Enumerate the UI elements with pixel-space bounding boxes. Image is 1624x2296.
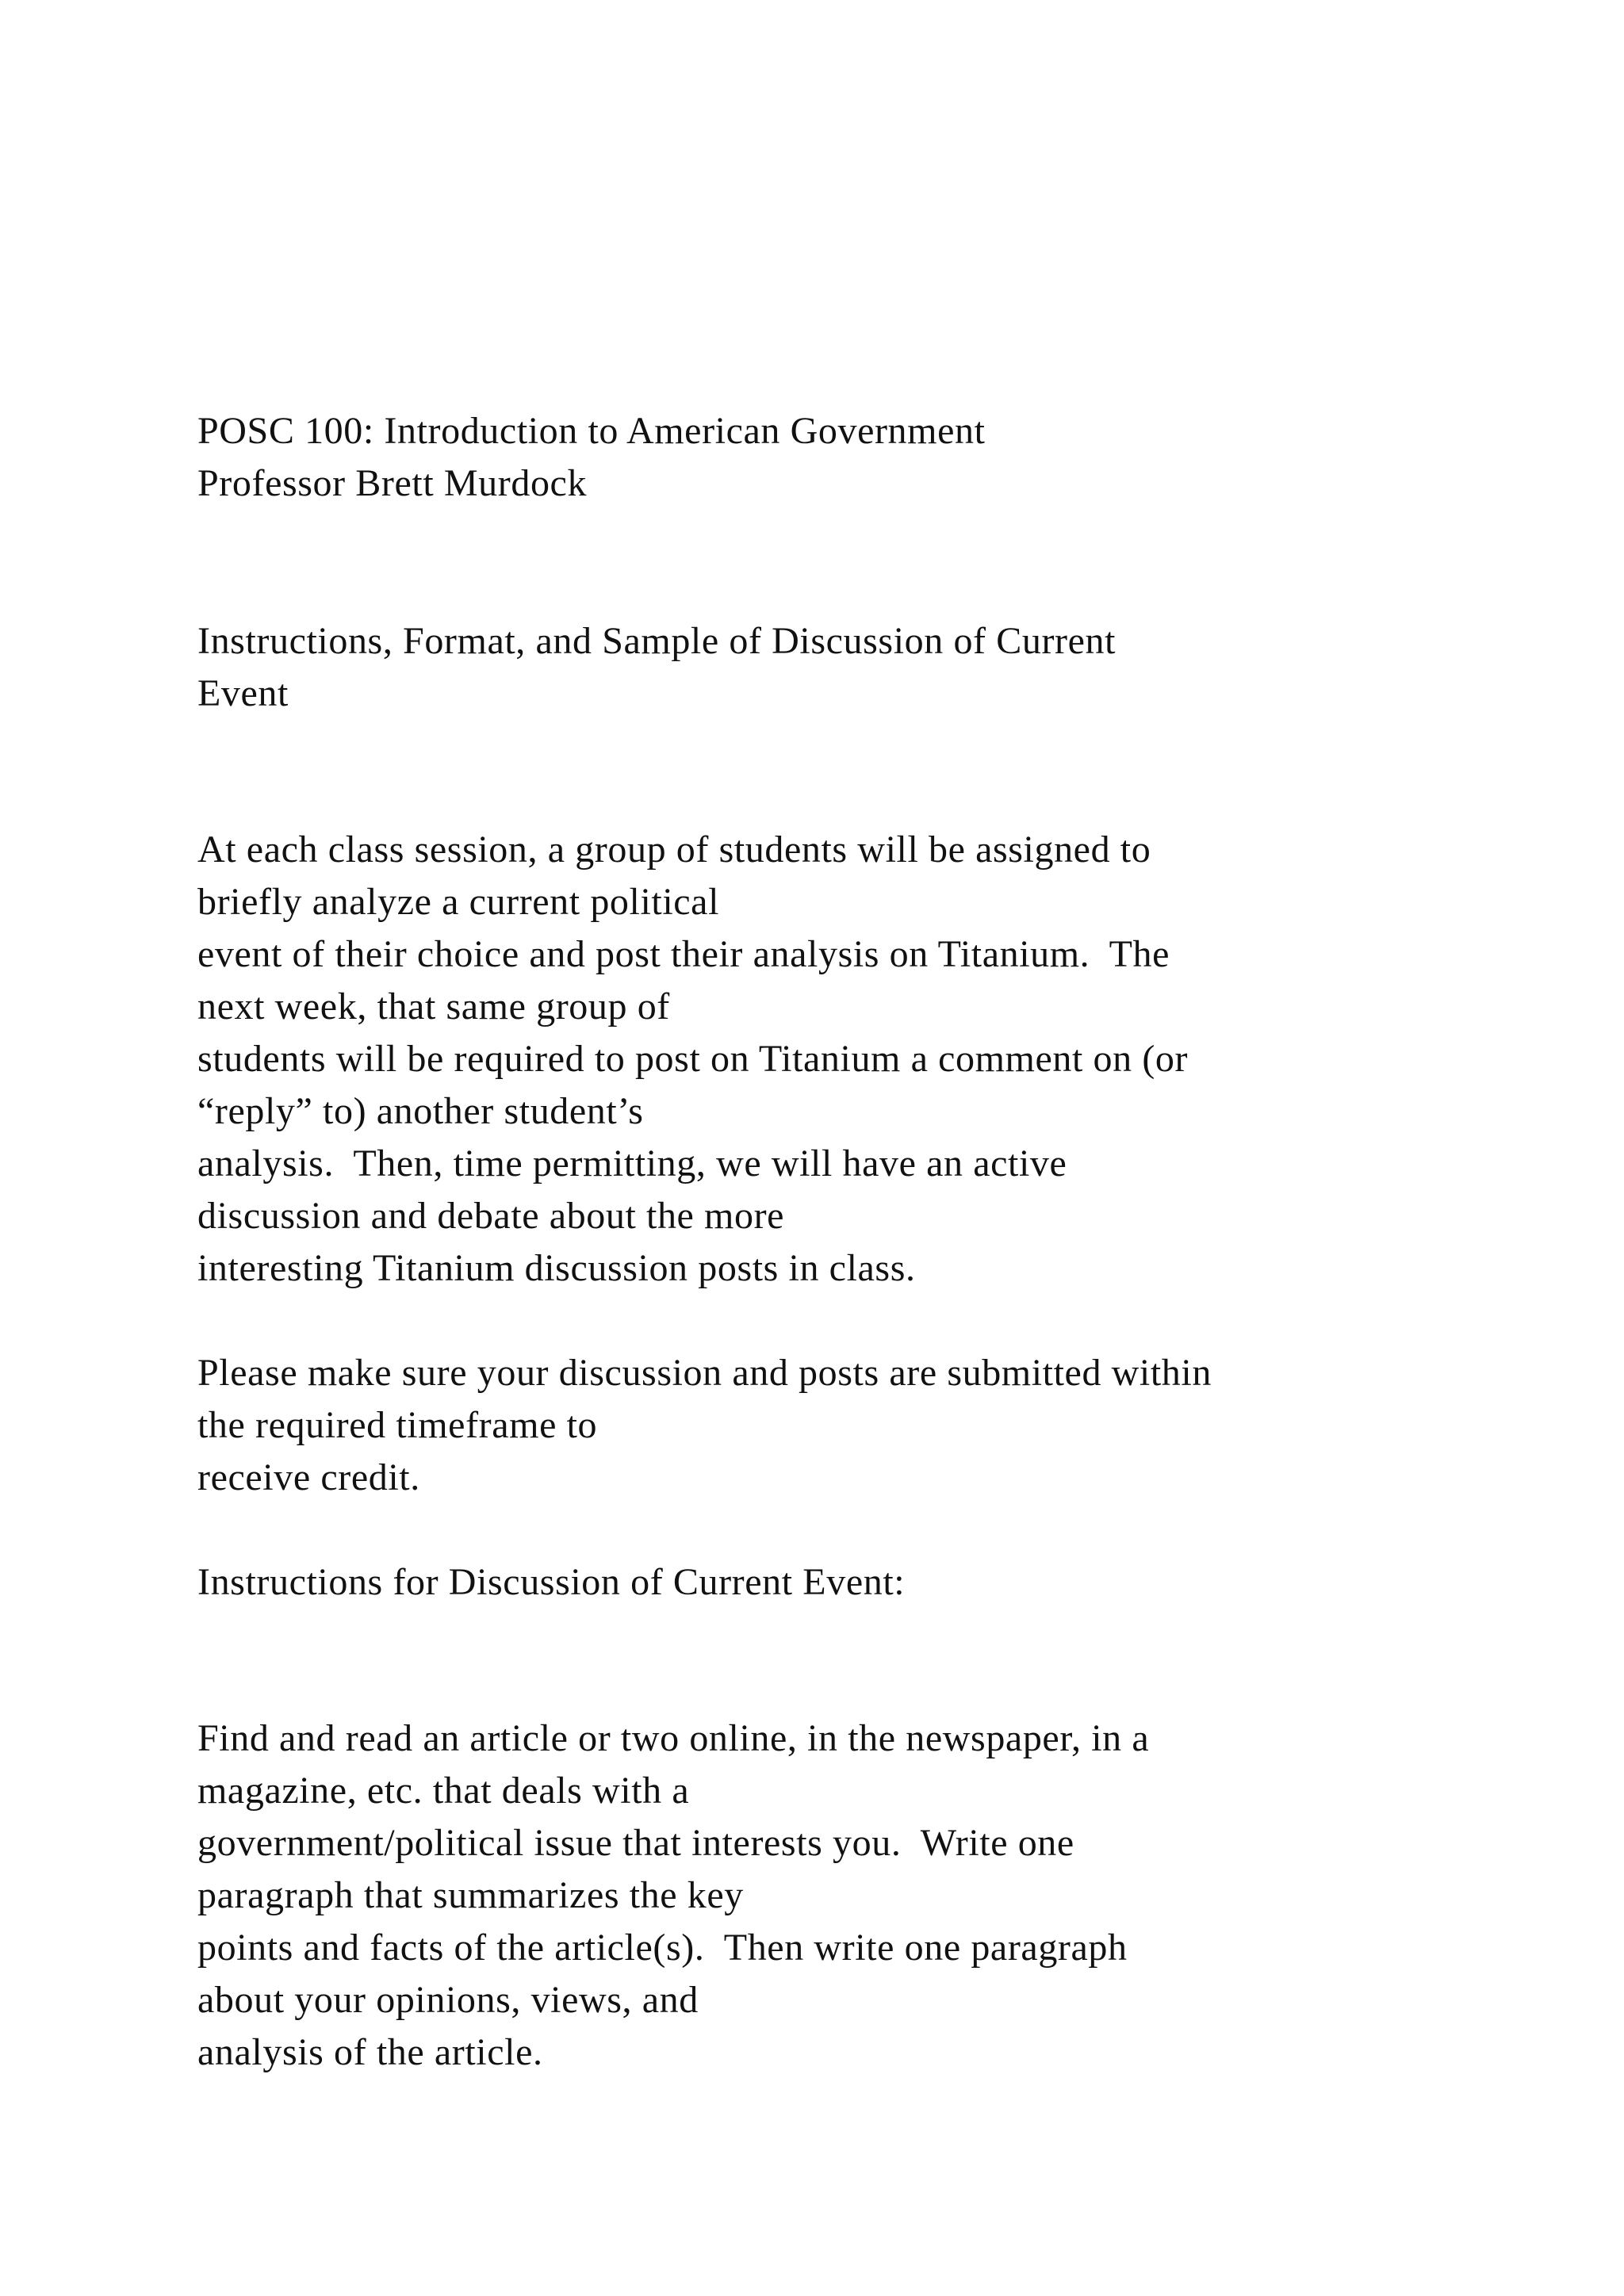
paragraph-3-line-7: analysis of the article. — [197, 2031, 543, 2073]
paragraph-1-line-8: discussion and debate about the more — [197, 1195, 785, 1237]
paragraph-3-line-1: Find and read an article or two online, in the newspaper, in a — [197, 1717, 1150, 1759]
paragraph-1-line-1: At each class session, a group of students will be assigned to — [197, 828, 1151, 871]
document-title-line-1: Instructions, Format, and Sample of Discussion of Current — [197, 620, 1116, 662]
paragraph-3-line-5: points and facts of the article(s). Then write one paragraph — [197, 1927, 1128, 1969]
paragraph-3-line-6: about your opinions, views, and — [197, 1979, 699, 2021]
paragraph-3-line-3: government/political issue that interests you. Write one — [197, 1822, 1074, 1864]
paragraph-1-line-4: next week, that same group of — [197, 985, 670, 1027]
document-title-line-2: Event — [197, 672, 289, 714]
course-title: POSC 100: Introduction to American Government — [197, 410, 986, 452]
paragraph-2-line-3: receive credit. — [197, 1456, 420, 1498]
paragraph-1-line-7: analysis. Then, time permitting, we will have an active — [197, 1142, 1067, 1184]
section-heading: Instructions for Discussion of Current Event: — [197, 1561, 906, 1603]
paragraph-2-line-2: the required timeframe to — [197, 1404, 598, 1446]
paragraph-1-line-9: interesting Titanium discussion posts in class. — [197, 1247, 916, 1289]
paragraph-3-line-4: paragraph that summarizes the key — [197, 1874, 744, 1916]
professor-name: Professor Brett Murdock — [197, 462, 588, 504]
paragraph-1-line-2: briefly analyze a current political — [197, 881, 720, 923]
paragraph-1-line-6: “reply” to) another student’s — [197, 1090, 644, 1132]
paragraph-3-line-2: magazine, etc. that deals with a — [197, 1770, 690, 1812]
paragraph-1-line-5: students will be required to post on Titanium a comment on (or — [197, 1038, 1189, 1080]
paragraph-2-line-1: Please make sure your discussion and posts are submitted within — [197, 1352, 1212, 1394]
paragraph-1-line-3: event of their choice and post their analysis on Titanium. The — [197, 933, 1170, 975]
